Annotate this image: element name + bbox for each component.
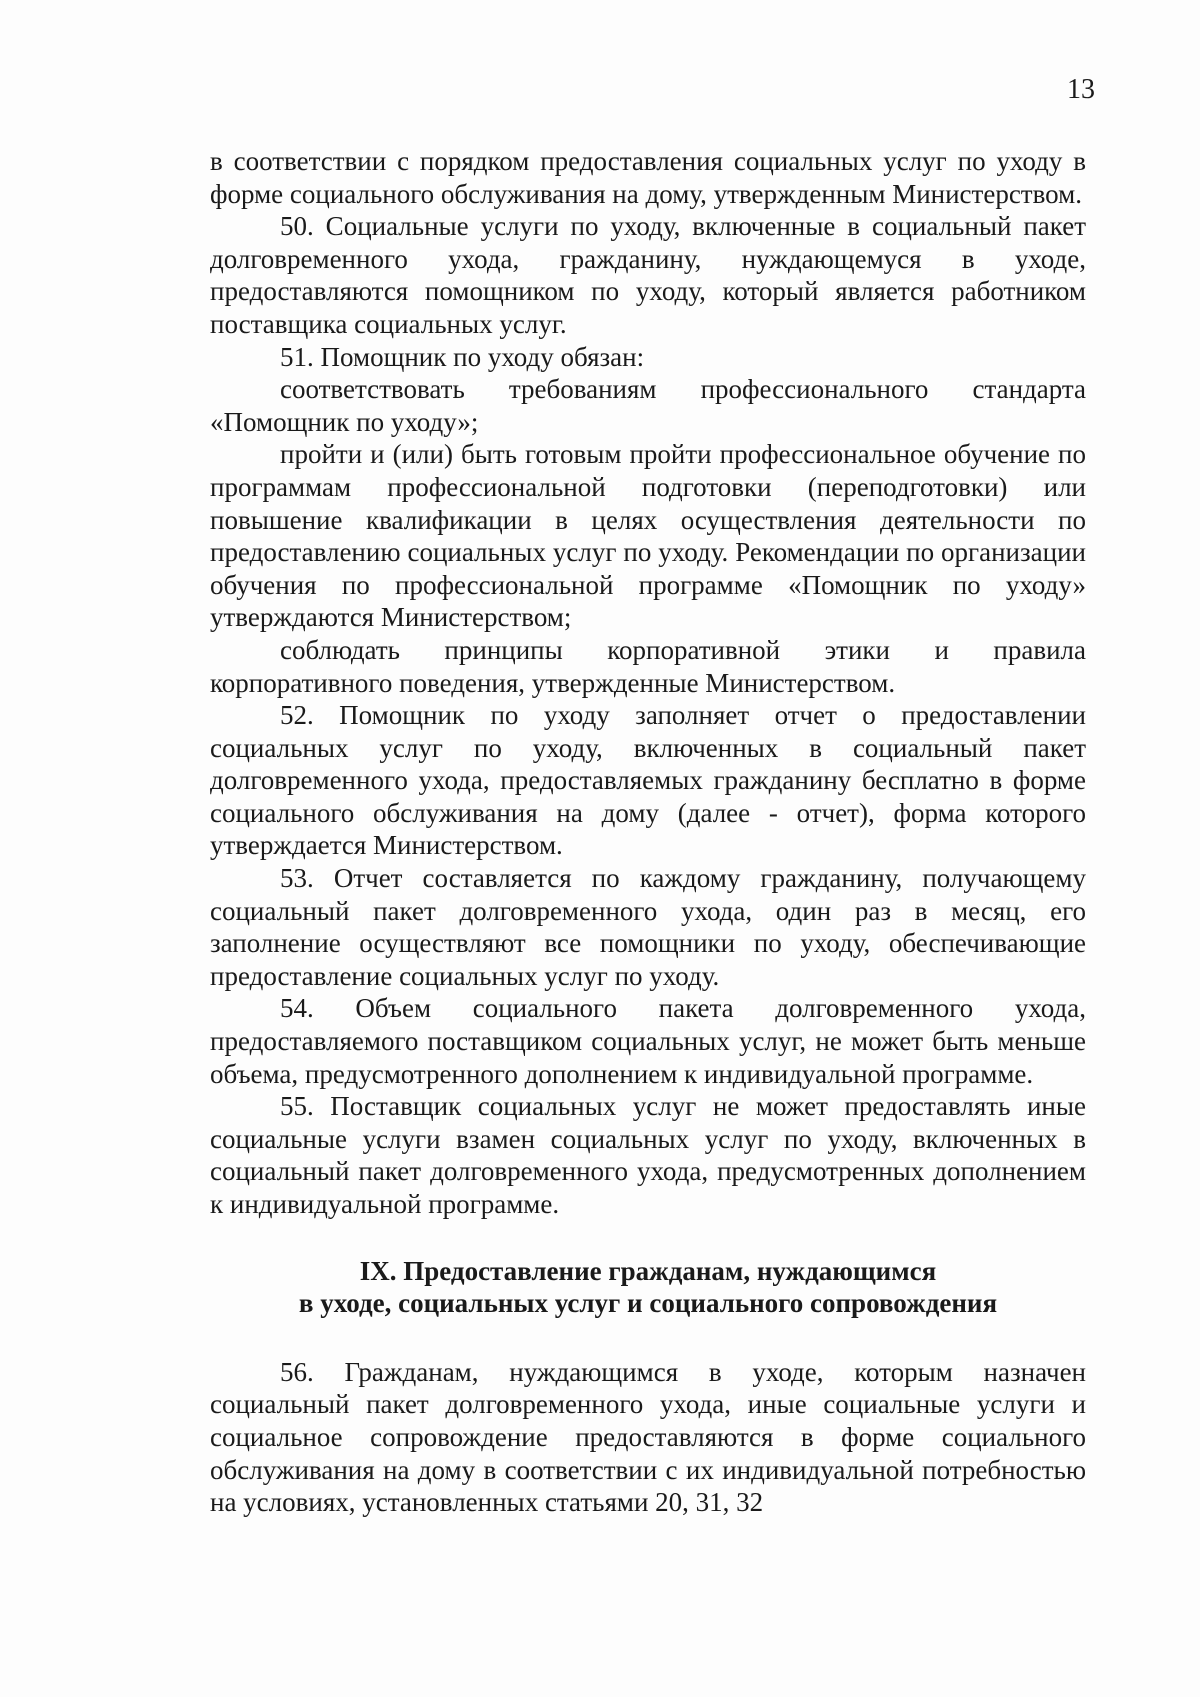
paragraph-54: 54. Объем социального пакета долговременного ухода, предоставляемого поставщиком социальных услуг, не может быть меньше объема, предусмотренного дополнением к индивидуальной программе. <box>210 993 1086 1089</box>
paragraph-56: 56. Гражданам, нуждающимся в уходе, которым назначен социальный пакет долговременного ухода, иные социальные услуги и социальное сопровождение предоставляются в форме социального обслуживания на дому в соответствии с их индивидуальной потребностью на условиях, установленных статьями 20, 31, 32 <box>210 1356 1086 1518</box>
document-body <box>210 145 1086 1519</box>
paragraph-55: 55. Поставщик социальных услуг не может предоставлять иные социальные услуги взамен социальных услуг по уходу, включенных в социальный пакет долговременного ухода, предусмотренных дополнением к индивидуальной программе. <box>210 1091 1086 1219</box>
paragraph-50: 50. Социальные услуги по уходу, включенные в социальный пакет долговременного ухода, гражданину, нуждающемуся в уходе, предоставляются помощником по уходу, который является работником поставщика социальных услуг. <box>210 211 1086 339</box>
section-heading <box>210 1255 1086 1320</box>
paragraph-51-item-ethics: соблюдать принципы корпоративной этики и правила корпоративного поведения, утвержденные Министерством. <box>210 634 1086 698</box>
paragraph-51: 51. Помощник по уходу обязан: <box>280 341 645 372</box>
page-number: 13 <box>1067 74 1095 105</box>
paragraph-continuation: в соответствии с порядком предоставления социальных услуг по уходу в форме социального обслуживания на дому, утвержденным Министерством. <box>210 146 1086 209</box>
section-heading-line-2: в уходе, социальных услуг и социального сопровождения <box>298 1288 998 1319</box>
paragraph-51-item-training: пройти и (или) быть готовым пройти профессиональное обучение по программам профессиональной подготовки (переподготовки) или повышение квалификации в целях осуществления деятельности по предоставлению социальных услуг по уходу. Рекомендации по организации обучения по профессиональной программе «Помощник по уходу» утверждаются Министерством; <box>210 439 1086 633</box>
section-heading-line-1: IX. Предоставление гражданам, нуждающимся <box>359 1255 937 1286</box>
paragraph-51-item-standard: соответствовать требованиям профессионального стандарта «Помощник по уходу»; <box>210 374 1086 437</box>
paragraph-53: 53. Отчет составляется по каждому гражданину, получающему социальный пакет долговременного ухода, один раз в месяц, его заполнение осуществляют все помощники по уходу, обеспечивающие предоставление социальных услуг по уходу. <box>210 863 1086 991</box>
paragraph-52: 52. Помощник по уходу заполняет отчет о предоставлении социальных услуг по уходу, включенных в социальный пакет долговременного ухода, предоставляемых гражданину бесплатно в форме социального обслуживания на дому (далее - отчет), форма которого утверждается Министерством. <box>210 700 1086 861</box>
